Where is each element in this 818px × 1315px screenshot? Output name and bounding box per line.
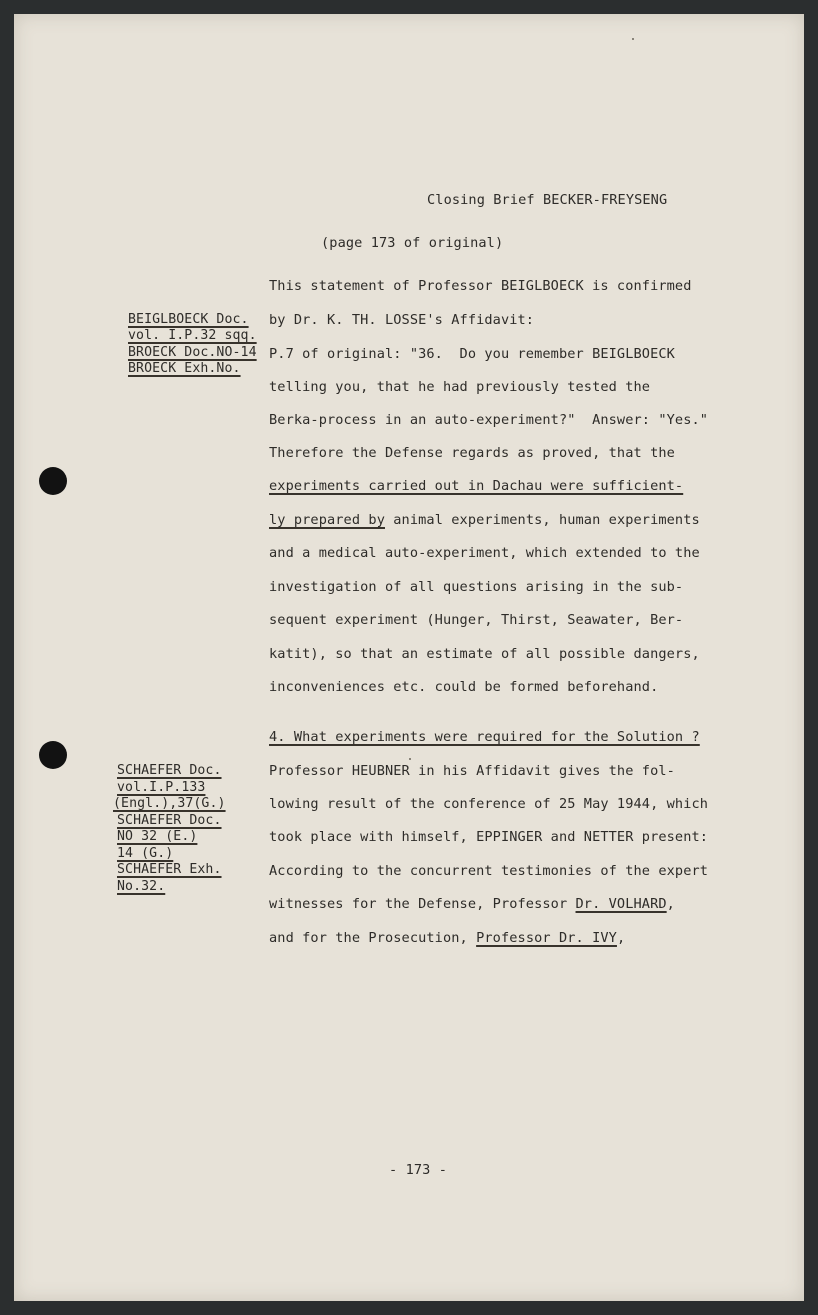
body-line: and a medical auto-experiment, which extended to the xyxy=(269,545,700,561)
margin-note-line: BROECK Doc.NO-14 xyxy=(128,345,257,360)
margin-note-line: No.32. xyxy=(117,879,166,894)
underlined-name: Dr. VOLHARD xyxy=(575,896,667,912)
margin-note-line: SCHAEFER Exh. xyxy=(117,862,222,877)
document-title: Closing Brief BECKER-FREYSENG xyxy=(427,192,668,208)
body-line: inconveniences etc. could be formed beforehand. xyxy=(269,679,659,695)
margin-note-line: (Engl.),37(G.) xyxy=(113,796,226,811)
punch-hole-icon xyxy=(39,741,67,769)
margin-note-line: vol. I.P.32 sqq. xyxy=(128,328,257,343)
body-line: According to the concurrent testimonies of the expert xyxy=(269,863,709,879)
underlined-name: Professor Dr. IVY xyxy=(476,930,617,946)
body-line: sequent experiment (Hunger, Thirst, Seawater, Ber- xyxy=(269,612,684,628)
body-line: by Dr. K. TH. LOSSE's Affidavit: xyxy=(269,312,535,328)
paper-speck xyxy=(632,38,634,40)
punch-hole-icon xyxy=(39,467,67,495)
body-text: , xyxy=(666,896,675,912)
body-line: katit), so that an estimate of all possible dangers, xyxy=(269,646,700,662)
body-line xyxy=(269,512,700,528)
margin-note-line: NO 32 (E.) xyxy=(117,829,198,844)
section-heading: 4. What experiments were required for the Solution ? xyxy=(269,729,700,745)
page-number: - 173 - xyxy=(389,1162,447,1178)
margin-note-line: SCHAEFER Doc. xyxy=(117,763,222,778)
page-reference: (page 173 of original) xyxy=(321,235,504,251)
underlined-phrase: ly prepared by xyxy=(269,512,385,528)
margin-note-line: BEIGLBOECK Doc. xyxy=(128,312,249,327)
margin-note-line: SCHAEFER Doc. xyxy=(117,813,222,828)
margin-note-line: vol.I.P.133 xyxy=(117,780,206,795)
margin-note-line: BROECK Exh.No. xyxy=(128,361,241,376)
body-line: lowing result of the conference of 25 May 1944, which xyxy=(269,796,709,812)
body-line: Professor HEUBNER in his Affidavit gives the fol- xyxy=(269,763,675,779)
body-line: P.7 of original: "36. Do you remember BEIGLBOECK xyxy=(269,346,675,362)
body-line: investigation of all questions arising in the sub- xyxy=(269,579,684,595)
body-line xyxy=(269,930,625,946)
paper-speck xyxy=(409,758,411,760)
body-line: This statement of Professor BEIGLBOECK is confirmed xyxy=(269,278,692,294)
body-line: telling you, that he had previously tested the xyxy=(269,379,651,395)
body-line: took place with himself, EPPINGER and NETTER present: xyxy=(269,829,709,845)
document-page xyxy=(14,14,804,1301)
body-text: and for the Prosecution, xyxy=(269,930,477,946)
body-line-underlined: experiments carried out in Dachau were sufficient- xyxy=(269,478,684,494)
body-text: animal experiments, human experiments xyxy=(384,512,700,528)
body-text: witnesses for the Defense, Professor xyxy=(269,896,576,912)
body-line: Berka-process in an auto-experiment?" Answer: "Yes." xyxy=(269,412,709,428)
margin-note-line: 14 (G.) xyxy=(117,846,174,861)
body-text: , xyxy=(616,930,626,946)
body-line: Therefore the Defense regards as proved, that the xyxy=(269,445,675,461)
body-line xyxy=(269,896,675,912)
